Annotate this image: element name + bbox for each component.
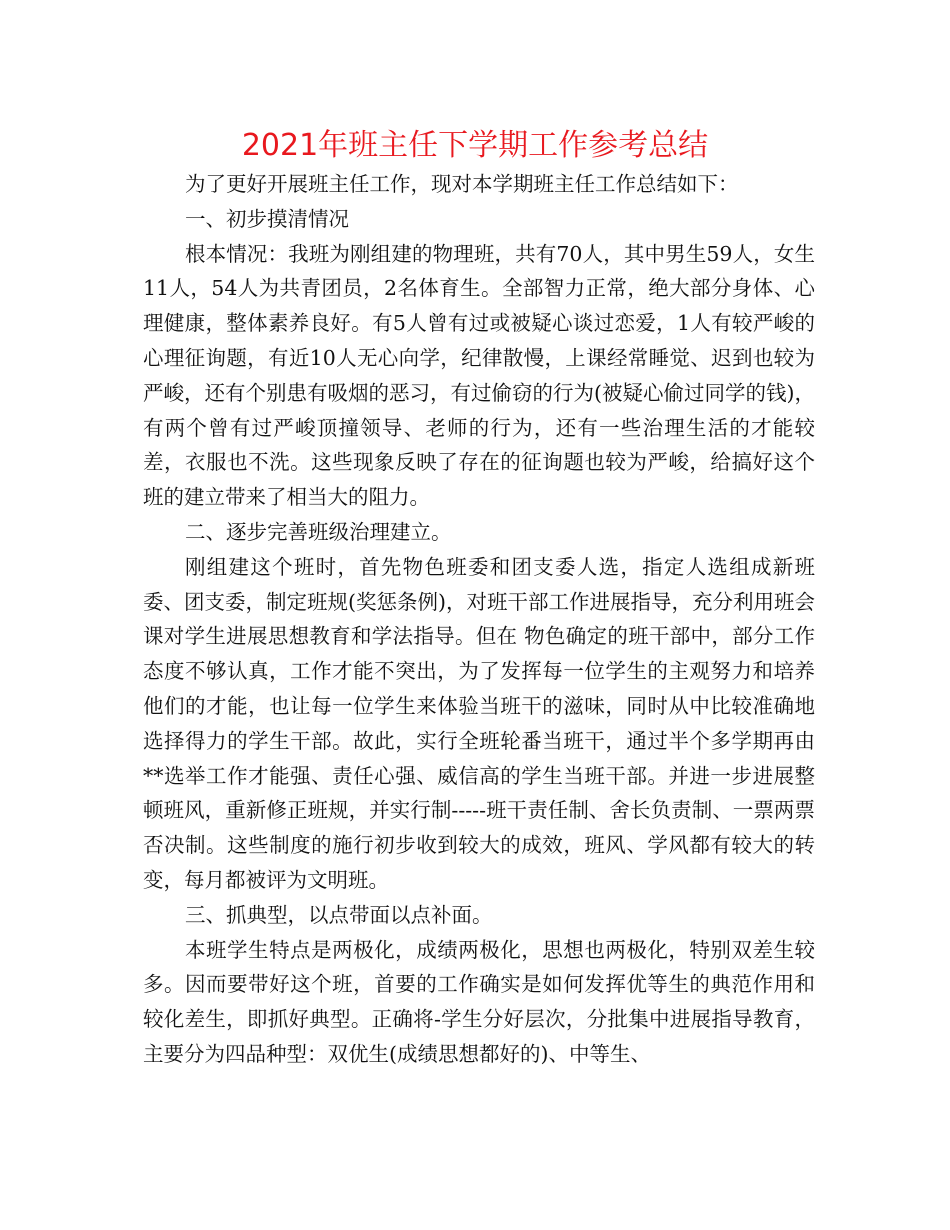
section-heading-1: 一、初步摸清情况 bbox=[185, 206, 349, 231]
section-heading-3: 三、抓典型，以点带面以点补面。 bbox=[185, 902, 493, 927]
intro-paragraph: 为了更好开展班主任工作，现对本学期班主任工作总结如下： bbox=[185, 172, 739, 196]
section-2-paragraph: 刚组建这个班时，首先物色班委和团支委人选，指定人选组成新班委、团支委，制定班规(奖惩条例)，对班干部工作进展指导，充分利用班会课对学生进展思想教育和学法指导。但在 物色确定的班干部中，部分工作态度不够认真，工作才能不突出，为了发挥每一位学生的主观努力和培养他们的才能，也让每一位学生来体验当班干的滋味，同时从中比较准确地选择得力的学生干部。故此，实行全班轮番当班干，通过半个多学期再由**选举工作才能强、责任心强、威信高的学生当班干部。并进一步进展整顿班风，重新修正班规，并实行制-----班干责任制、舍长负责制、一票两票否决制。这些制度的施行初步收到较大的成效，班风、学风都有较大的转变，每月都被评为文明班。 bbox=[143, 554, 815, 892]
document-body bbox=[143, 167, 815, 1072]
section-1-paragraph: 根本情况：我班为刚组建的物理班，共有70人，其中男生59人，女生11人，54人为共青团员，2名体育生。全部智力正常，绝大部分身体、心理健康，整体素养良好。有5人曾有过或被疑心谈过恋爱，1人有较严峻的心理征询题，有近10人无心向学，纪律散慢，上课经常睡觉、迟到也较为严峻，还有个别患有吸烟的恶习，有过偷窃的行为(被疑心偷过同学的钱)，有两个曾有过严峻顶撞领导、老师的行为，还有一些治理生活的才能较差，衣服也不洗。这些现象反映了存在的征询题也较为严峻，给搞好这个班的建立带来了相当大的阻力。 bbox=[143, 241, 815, 510]
section-3-paragraph: 本班学生特点是两极化，成绩两极化，思想也两极化，特别双差生较多。因而要带好这个班，首要的工作确实是如何发挥优等生的典范作用和较化差生，即抓好典型。正确将-学生分好层次，分批集中进展指导教育，主要分为四品种型：双优生(成绩思想都好的)、中等生、 bbox=[143, 937, 815, 1066]
section-heading-2: 二、逐步完善班级治理建立。 bbox=[185, 519, 452, 544]
document-title: 2021年班主任下学期工作参考总结 bbox=[241, 128, 709, 163]
